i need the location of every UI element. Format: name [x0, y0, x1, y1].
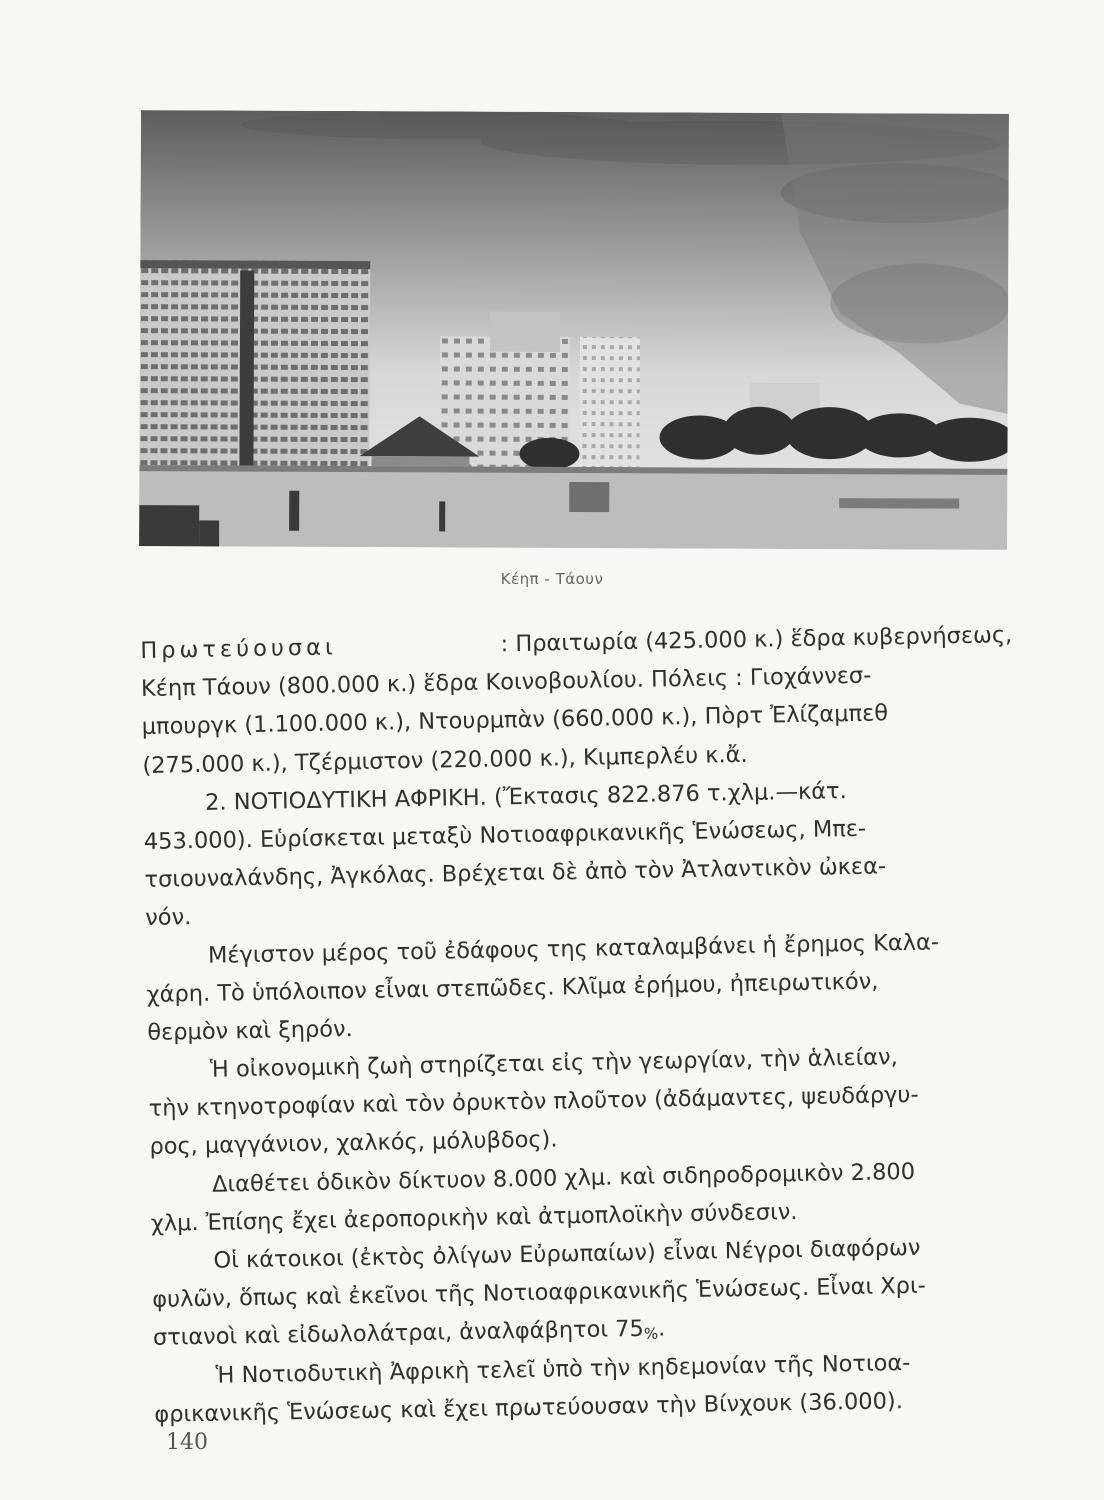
- text-line: θερμὸν καὶ ξηρόν.: [147, 1016, 354, 1046]
- body-text: [140, 616, 1027, 1434]
- text-line: φρικανικῆς Ἑνώσεως καὶ ἔχει πρωτεύουσαν τὴν Βίνχουκ (36.000).: [154, 1387, 904, 1428]
- text-line: τὴν κτηνοτροφίαν καὶ τὸν ὀρυκτὸν πλοῦτον (ἀδάμαντες, ψευδάργυ-: [148, 1082, 919, 1123]
- text-line: ρος, μαγγάνιον, χαλκός, μόλυβδος).: [149, 1126, 558, 1161]
- text-line: Ἡ οἰκονομικὴ ζωὴ στηρίζεται εἰς τὴν γεωργίαν, τὴν ἁλιείαν,: [209, 1044, 898, 1083]
- text-line: Οἱ κάτοικοι (ἐκτὸς ὀλίγων Εὐρωπαίων) εἶναι Νέγροι διαφόρων: [213, 1234, 921, 1274]
- section-heading-line: 2. ΝΟΤΙΟΔΥΤΙΚΗ ΑΦΡΙΚΗ. (Ἔκτασις 822.876 τ.χλμ.—κάτ.: [204, 777, 847, 816]
- text-span: : Πραιτωρία (425.000 κ.) ἕδρα κυβερνήσεως,: [500, 622, 1013, 658]
- text-line: νόν.: [145, 904, 192, 932]
- percent-sign: %: [643, 1324, 659, 1344]
- cape-town-photo: [139, 110, 1009, 550]
- text-line: τσιουναλάνδης, Ἀγκόλας. Βρέχεται δὲ ἀπὸ τὸν Ἀτλαντικὸν ὠκεα-: [144, 853, 887, 894]
- text-line: 453.000). Εὑρίσκεται μεταξὺ Νοτιοαφρικανικῆς Ἑνώσεως, Μπε-: [143, 815, 867, 855]
- text-line: Ἡ Νοτιοδυτικὴ Ἀφρικὴ τελεῖ ὑπὸ τὴν κηδεμονίαν τῆς Νοτιοα-: [215, 1349, 911, 1389]
- page-number: 140: [166, 1430, 208, 1455]
- text-line: Διαθέτει ὁδικὸν δίκτυον 8.000 χλμ. καὶ σιδηροδρομικὸν 2.800: [211, 1158, 916, 1198]
- text-line: Κέηπ Τάουν (800.000 κ.) ἕδρα Κοινοβουλίου. Πόλεις : Γιοχάννεσ-: [140, 662, 872, 703]
- capitals-label: Πρωτεύουσαι: [140, 634, 337, 664]
- text-line: Μέγιστον μέρος τοῦ ἐδάφους της καταλαμβάνει ἡ ἔρημος Καλα-: [207, 928, 940, 969]
- figure-caption: Κέηπ - Τάουν: [500, 570, 604, 588]
- text-span: στιανοὶ καὶ εἰδωλολάτραι, ἀναλφάβητοι 75: [152, 1316, 645, 1352]
- text-span: .: [657, 1315, 666, 1342]
- text-line: (275.000 κ.), Τζέρμιστον (220.000 κ.), Κιμπερλέυ κ.ἄ.: [142, 741, 748, 779]
- text-line: μπουργκ (1.100.000 κ.), Ντουρμπὰν (660.000 κ.), Πὸρτ Ἐλίζαμπεθ: [141, 700, 889, 741]
- text-line: χάρη. Τὸ ὑπόλοιπον εἶναι στεπῶδες. Κλῖμα ἐρήμου, ἠπειρωτικόν,: [146, 968, 879, 1008]
- text-line: φυλῶν, ὅπως καὶ ἐκεῖνοι τῆς Νοτιοαφρικανικῆς Ἑνώσεως. Εἶναι Χρι-: [152, 1272, 926, 1314]
- text-line: χλμ. Ἐπίσης ἔχει ἀεροπορικὴν καὶ ἀτμοπλοϊκὴν σύνδεσιν.: [150, 1198, 798, 1237]
